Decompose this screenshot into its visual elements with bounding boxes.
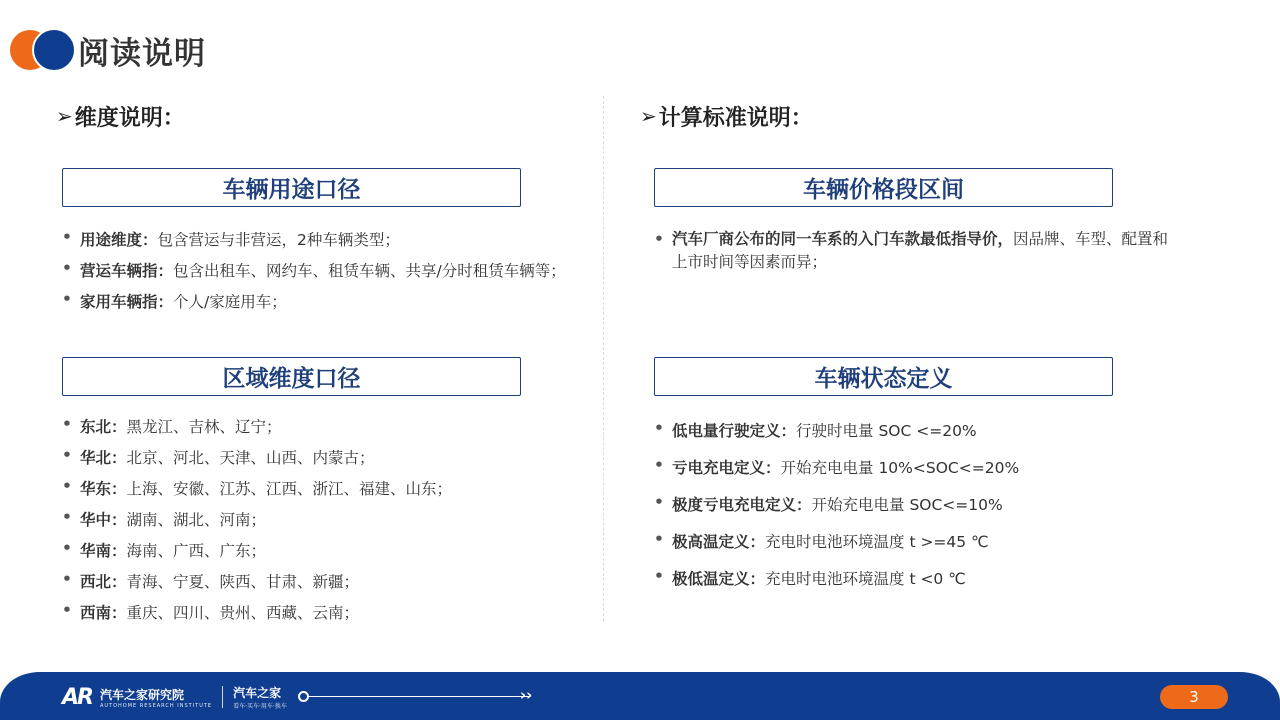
list-item: • 汽车厂商公布的同一车系的入门车款最低指导价，因品牌、车型、配置和上市时间等因素而异；	[654, 230, 1169, 271]
list-item: • 家用车辆指：个人/家庭用车；	[62, 290, 287, 311]
column-divider	[603, 96, 604, 621]
double-chevron-right-icon: ››	[520, 686, 533, 704]
footer-logo	[62, 684, 287, 710]
vehicle-status-box-title: 车辆状态定义	[654, 357, 1113, 396]
page-number-badge: 3	[1160, 685, 1228, 709]
footer-brand2-sub: 看车·买车·用车·换车	[233, 703, 287, 710]
price-range-list	[654, 228, 1174, 274]
vehicle-status-list	[654, 419, 1194, 604]
list-item: • 亏电充电定义：开始充电电量 10%<SOC<=20%	[654, 456, 1020, 477]
region-list	[62, 415, 602, 632]
arrow-bullet-icon: ➢	[56, 104, 73, 128]
footer-brand2: 汽车之家	[233, 686, 282, 700]
circle-icon	[298, 691, 309, 702]
list-item: • 西南：重庆、四川、贵州、西藏、云南；	[62, 601, 360, 622]
list-item: • 营运车辆指：包含出租车、网约车、租赁车辆、共享/分时租赁车辆等；	[62, 259, 566, 280]
footer-brand-sub: AUTOHOME RESEARCH INSTITUTE	[99, 702, 213, 709]
list-item: • 华东：上海、安徽、江苏、江西、浙江、福建、山东；	[62, 477, 453, 498]
page-title: 阅读说明	[78, 35, 206, 72]
arrow-bullet-icon: ➢	[640, 104, 657, 128]
list-item: • 用途维度：包含营运与非营运，2种车辆类型；	[62, 228, 400, 249]
list-item: • 东北：黑龙江、吉林、辽宁；	[62, 415, 282, 436]
list-item: • 华南：海南、广西、广东；	[62, 539, 267, 560]
footer-separator	[222, 686, 223, 708]
list-item: • 极低温定义：充电时电池环境温度 t <0 ℃	[654, 567, 966, 588]
autohome-logo-icon: AR	[62, 684, 92, 710]
list-item: • 极高温定义：充电时电池环境温度 t >=45 ℃	[654, 530, 989, 551]
footer-bar	[0, 672, 1280, 720]
right-section-heading: ➢ 计算标准说明：	[640, 104, 813, 131]
page-header	[10, 28, 206, 72]
vehicle-use-box-title: 车辆用途口径	[62, 168, 521, 207]
left-column	[56, 100, 596, 132]
list-item: • 华北：北京、河北、天津、山西、内蒙古；	[62, 446, 375, 467]
left-section-heading: ➢ 维度说明：	[56, 104, 185, 131]
list-item: • 低电量行驶定义：行驶时电量 SOC <=20%	[654, 419, 977, 440]
list-item: • 极度亏电充电定义：开始充电电量 SOC<=10%	[654, 493, 1003, 514]
footer-brand: 汽车之家研究院	[99, 687, 184, 702]
right-column	[640, 100, 1200, 132]
price-range-box-title: 车辆价格段区间	[654, 168, 1113, 207]
list-item: • 华中：湖南、湖北、河南；	[62, 508, 267, 529]
logo-dots-icon	[10, 28, 72, 72]
list-item: • 西北：青海、宁夏、陕西、甘肃、新疆；	[62, 570, 360, 591]
region-box-title: 区域维度口径	[62, 357, 521, 396]
vehicle-use-list	[62, 228, 602, 321]
footer-progress-line	[300, 696, 530, 697]
